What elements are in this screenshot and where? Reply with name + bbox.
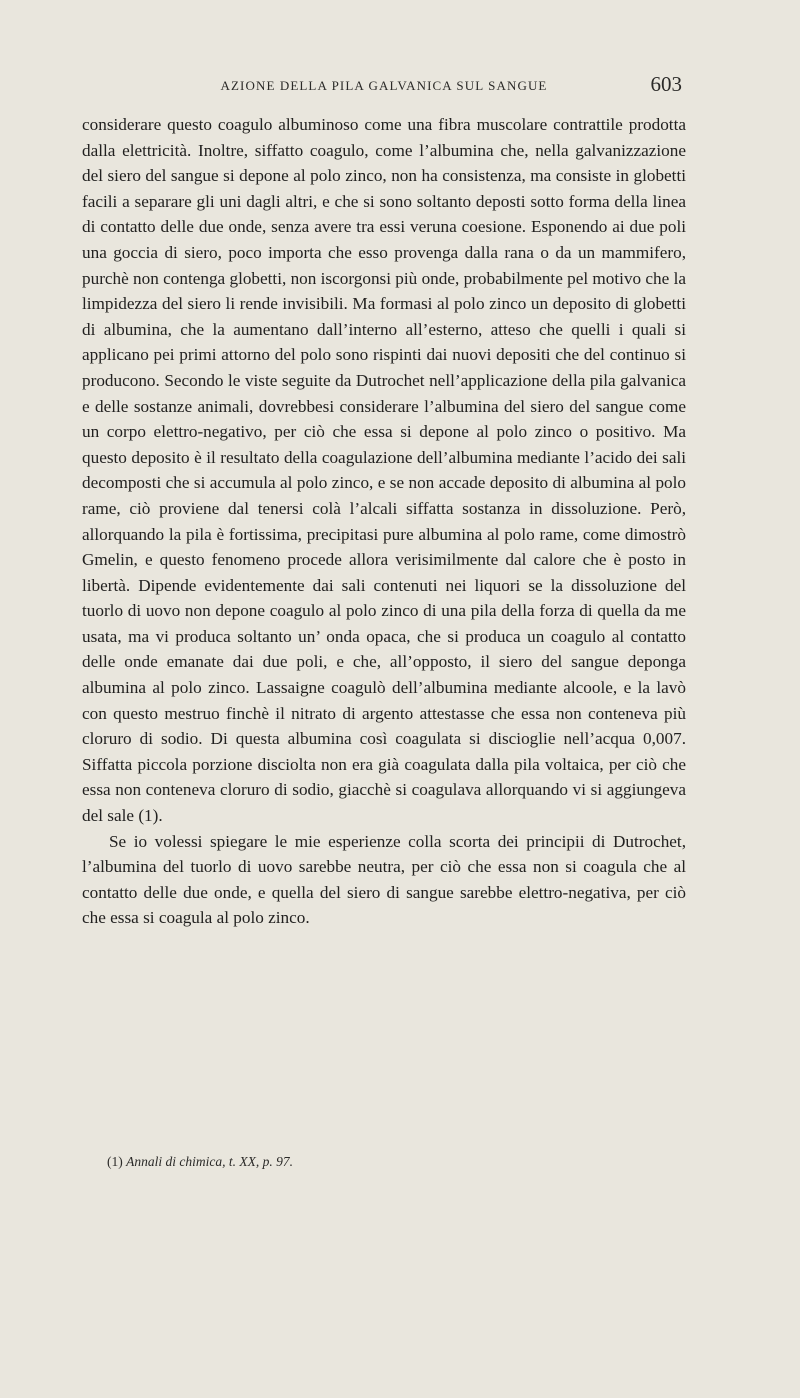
footnote-reference: Annali di chimica, t. XX, p. 97. [126, 1154, 293, 1169]
running-head: AZIONE DELLA PILA GALVANICA SUL SANGUE [220, 78, 548, 93]
page-number: 603 [650, 72, 682, 96]
footnote-marker: (1) [107, 1154, 123, 1169]
body-text [82, 112, 686, 931]
paragraph-1: considerare questo coagulo albuminoso come una fibra muscolare contrattile prodotta dalla elettricità. Inoltre, siffatto coagulo, come l’albumina che, nella galvanizzazione del siero del sangue si depone al polo zinco, non ha consistenza, ma consiste in globetti facili a separare gli uni dagli altri, e che si sono soltanto deposti sotto forma della linea di contatto delle due onde, senza avere tra essi veruna coesione. Esponendo ai due poli una goccia di siero, poco importa che esso provenga dalla rana o da un mammifero, purchè non contenga globetti, non iscorgonsi più onde, probabilmente pel motivo che la limpidezza del siero li rende invisibili. Ma formasi al polo zinco un deposito di globetti di albumina, che la aumentano dall’interno all’esterno, atteso che quelli i quali si applicano pei primi attorno del polo sono rispinti dai nuovi depositi che del continuo si producono. Secondo le viste seguite da Dutrochet nell’applicazione della pila galvanica e delle sostanze animali, dovrebbesi considerare l’albumina del siero del sangue come un corpo elettro-negativo, per ciò che essa si depone al polo zinco o positivo. Ma questo deposito è il resultato della coagulazione dell’albumina mediante l’acido dei sali decomposti che si accumula al polo zinco, e se non accade deposito di albumina al polo rame, ciò proviene dal tenersi colà l’alcali siffatta sostanza in dissoluzione. Però, allorquando la pila è fortissima, precipitasi pure albumina al polo rame, come dimostrò Gmelin, e questo fenomeno procede allora verisimilmente dal calore che è posto in libertà. Dipende evidentemente dai sali contenuti nei liquori se la dissoluzione del tuorlo di uovo non depone coagulo al polo zinco di una pila della forza di quella da me usata, ma vi produca soltanto un’ onda opaca, che si produca un coagulo al contatto delle onde emanate dai due poli, e che, all’opposto, il siero del sangue deponga albumina al polo zinco. Lassaigne coagulò dell’albumina mediante alcoole, e la lavò con questo mestruo finchè il nitrato di argento attestasse che essa non conteneva più cloruro di sodio. Di questa albumina così coagulata si discioglie nell’acqua 0,007. Siffatta piccola porzione disciolta non era già coagulata dalla pila voltaica, per ciò che essa non conteneva cloruro di sodio, giacchè si coagulava allorquando vi si aggiungeva del sale (1). [82, 115, 686, 826]
footnote [107, 1153, 687, 1171]
paragraph-2: Se io volessi spiegare le mie esperienze colla scorta dei principii di Dutrochet, l’albumina del tuorlo di uovo sarebbe neutra, per ciò che essa non si coagula che al contatto delle due onde, e quella del siero di sangue sarebbe elettro-negativa, per ciò che essa si coagula al polo zinco. [82, 831, 686, 928]
page-header [86, 72, 682, 102]
